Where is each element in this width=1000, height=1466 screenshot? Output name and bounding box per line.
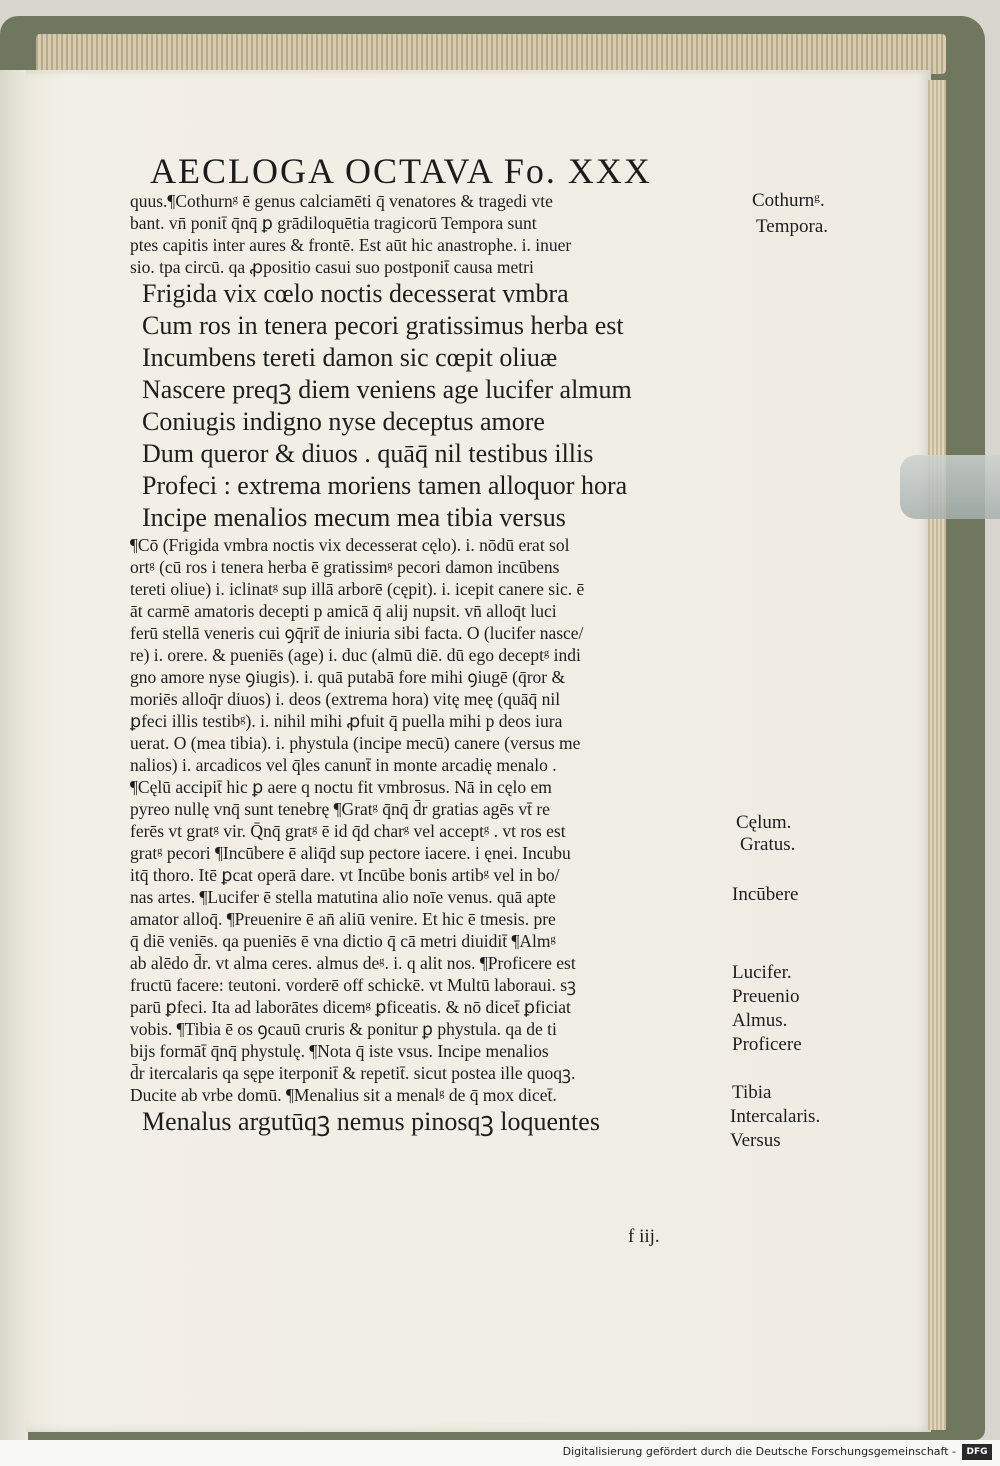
commentary-line: āt carmē amatoris decepti p amicā q̄ alij nupsit. vn̄ alloq̄t luci	[130, 601, 557, 621]
signature-mark: f iij.	[628, 1226, 660, 1247]
commentary-line: ptes capitis inter aures & frontē. Est aūt hic anastrophe. i. inuer	[130, 235, 572, 255]
page-header: AECLOGA OCTAVA Fo. XXX	[150, 151, 652, 191]
verse-line: Dum queror & diuos . quāq̄ nil testibus illis	[142, 439, 594, 468]
verse-line: Frigida vix cœlo noctis decesserat vmbra	[142, 279, 569, 308]
margin-note: Lucifer.	[732, 962, 792, 983]
margin-note: Incūbere	[732, 884, 799, 905]
verse-line: Cum ros in tenera pecori gratissimus herba est	[142, 311, 624, 340]
commentary-line: ferū stellā veneris cui ꝯq̄rit̄ de iniuria sibi facta. O (lucifer nasce/	[130, 623, 584, 643]
margin-note: Preuenio	[732, 986, 800, 1007]
commentary-line: ferēs vt gratᵍ vir. Q̄nq̄ gratᵍ ē id q̄d charᵍ vel acceptᵍ . vt ros est	[130, 821, 566, 841]
commentary-line: ¶Cō (Frigida vmbra noctis vix decesserat cęlo). i. nōdū erat sol	[130, 535, 570, 555]
commentary-line: bijs formāt̄ q̄nq̄ phystulę. ¶Nota q̄ iste vsus. Incipe menalios	[130, 1041, 549, 1061]
commentary-line: ¶Cęlū accipit̄ hic ꝑ aere q noctu fit vmbrosus. Nā in cęlo em	[130, 777, 552, 797]
commentary-line: ortᵍ (cū ros i tenera herba ē gratissimᵍ pecori damon incūbens	[130, 557, 560, 577]
commentary-line: fructū facere: teutoni. vorderē off schickē. vt Multū laboraui. sꝫ	[130, 975, 576, 995]
commentary-line: q̄ diē veniēs. qa pueniēs ē vna dictio q̄ cā metri diuidit̄ ¶Almᵍ	[130, 931, 556, 951]
commentary-line: amator alloq̄. ¶Preuenire ē an̄ aliū venire. Et hic ē tmesis. pre	[130, 909, 556, 929]
page-edges-side	[928, 80, 946, 1430]
commentary-line: ab alēdo d̄r. vt alma ceres. almus deᵍ. i. q alit nos. ¶Proficere est	[130, 953, 576, 973]
margin-note: Cęlum.	[736, 812, 792, 833]
commentary-line: pyreo nullę vnq̄ sunt tenebrę ¶Gratᵍ q̄nq̄ d̄r gratias agēs vt̄ re	[130, 799, 550, 819]
verse-line: Coniugis indigno nyse deceptus amore	[142, 407, 545, 436]
verse-line: Profeci : extrema moriens tamen alloquor hora	[142, 471, 628, 500]
verse-line: Incipe menalios mecum mea tibia versus	[142, 503, 566, 532]
footer-text: Digitalisierung gefördert durch die Deutsche Forschungsgemeinschaft -	[562, 1445, 956, 1458]
commentary-line: Ducite ab vrbe domū. ¶Menalius sit a menalᵍ de q̄ mox dicet̄.	[130, 1085, 557, 1105]
margin-note: Almus.	[732, 1010, 788, 1031]
margin-note: Versus	[730, 1130, 781, 1151]
commentary-line: gno amore nyse ꝯiugis). i. quā putabā fore mihi ꝯiugē (q̄ror &	[130, 667, 566, 687]
commentary-line: ꝑfeci illis testibᵍ). i. nihil mihi ꝓfuit q̄ puella mihi p deos iura	[130, 711, 563, 731]
text-body	[130, 190, 735, 1138]
dfg-logo: DFG	[962, 1444, 992, 1460]
commentary-line: re) i. orere. & pueniēs (age) i. duc (almū diē. dū ego deceptᵍ indi	[130, 645, 581, 665]
verse-line: Nascere preqꝫ diem veniens age lucifer almum	[142, 375, 632, 404]
commentary-line: vobis. ¶Tibia ē os ꝯcauū cruris & ponitur ꝑ phystula. qa de ti	[130, 1019, 557, 1039]
page-clip	[900, 455, 1000, 519]
commentary-line: quus.¶Cothurnᵍ ē genus calciamēti q̄ venatores & tragedi vte	[130, 191, 553, 211]
commentary-line: bant. vn̄ ponit̄ q̄nq̄ ꝑ grādiloquētia tragicorū Tempora sunt	[130, 213, 537, 233]
commentary-line: d̄r itercalaris qa sępe iterponit̄ & repetit̄. sicut postea ille quoqꝫ.	[130, 1063, 576, 1083]
footer-bar	[0, 1440, 1000, 1466]
margin-note: Cothurnᵍ.	[752, 190, 825, 211]
commentary-line: nalios) i. arcadicos vel q̄les canunt̄ in monte arcadię menalo .	[130, 755, 557, 775]
verse-line: Incumbens tereti damon sic cœpit oliuæ	[142, 343, 558, 372]
commentary-line: parū ꝑfeci. Ita ad laborātes dicemᵍ ꝑficeatis. & nō dicet̄ ꝑficiat	[130, 997, 571, 1017]
commentary-line: uerat. O (mea tibia). i. phystula (incipe mecū) canere (versus me	[130, 733, 581, 753]
margin-note: Intercalaris.	[730, 1106, 821, 1127]
margin-note: Proficere	[732, 1034, 802, 1055]
commentary-line: tereti oliue) i. iclinatᵍ sup illā arborē (cępit). i. icepit canere sic. ē	[130, 579, 585, 599]
margin-note: Tempora.	[756, 216, 829, 237]
left-page	[0, 70, 28, 1440]
margin-note: Gratus.	[740, 834, 796, 855]
commentary-line: gratᵍ pecori ¶Incūbere ē aliq̄d sup pectore iacere. i ęnei. Incubu	[130, 843, 571, 863]
verse-line: Menalus argutūqꝫ nemus pinosqꝫ loquentes	[142, 1107, 600, 1136]
margin-note: Tibia	[732, 1082, 772, 1103]
commentary-line: itq̄ thoro. Itē ꝑcat operā dare. vt Incūbe bonis artibᵍ vel in bo/	[130, 865, 560, 885]
commentary-line: moriēs alloq̄r diuos) i. deos (extrema hora) vitę meę (quāq̄ nil	[130, 689, 561, 709]
commentary-line: sio. tpa circū. qa ꝓpositio casui suo postponit̄ causa metri	[130, 257, 534, 277]
page-edges-top	[36, 34, 946, 74]
commentary-line: nas artes. ¶Lucifer ē stella matutina alio noīe venus. quā apte	[130, 887, 556, 907]
